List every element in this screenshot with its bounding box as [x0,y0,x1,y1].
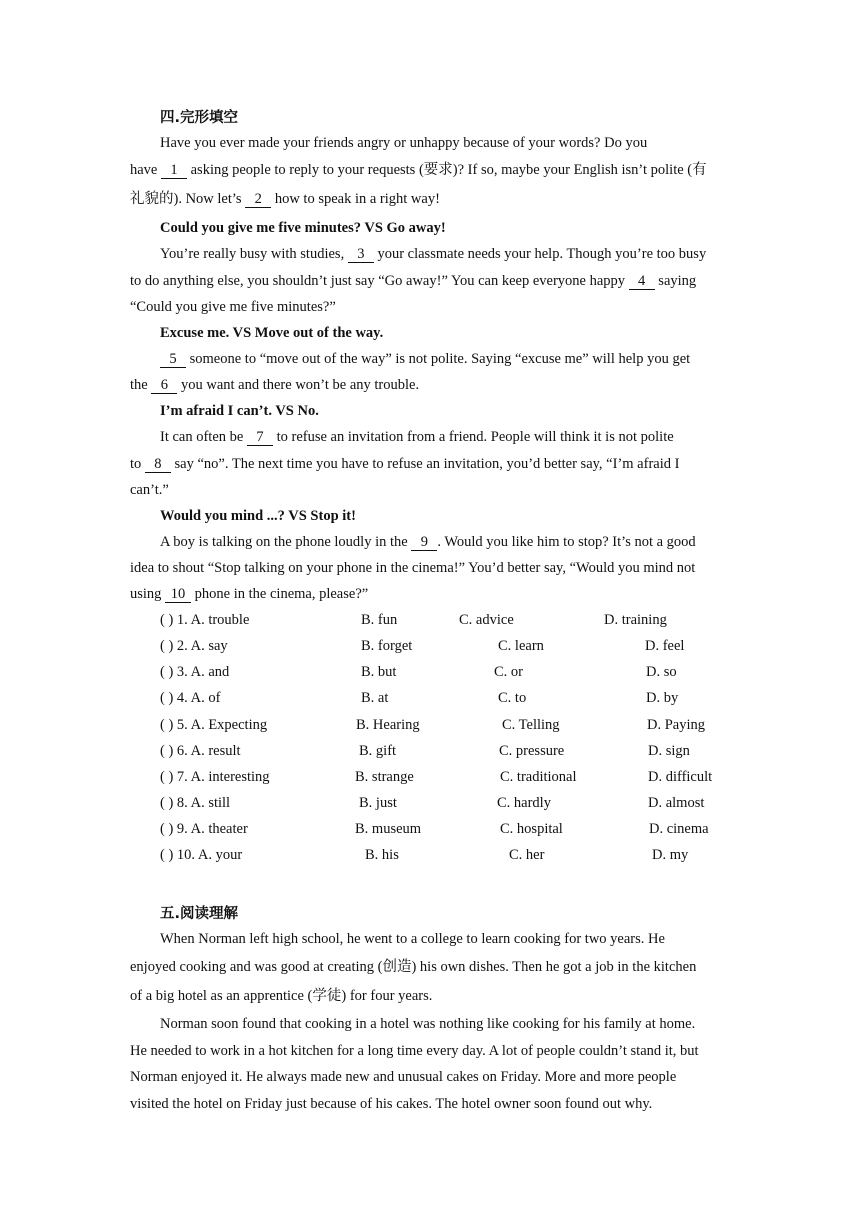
text: to [130,456,145,472]
paragraph-line: “Could you give me five minutes?” [130,299,336,315]
section-heading-reading: 五.阅读理解 [160,906,239,922]
text: have [130,162,161,178]
option-b-8: B. just [359,795,397,811]
option-b-7: B. strange [355,769,414,785]
text: . Would you like him to stop? It’s not a good [437,534,696,550]
option-d-10: D. my [652,847,689,863]
option-b-4: B. at [361,690,389,706]
option-question-4[interactable]: ( ) 4. A. of [160,690,221,706]
blank-7[interactable]: 7 [247,430,273,446]
text: asking people to reply to your requests (要求)? If so, maybe your English isn’t polite (有 [187,162,707,178]
option-c-3: C. or [494,664,523,680]
option-b-5: B. Hearing [356,717,420,733]
section-heading-cloze: 四.完形填空 [160,110,239,126]
option-b-9: B. museum [355,821,422,837]
text: someone to “move out of the way” is not polite. Saying “excuse me” will help you get [186,351,691,367]
blank-2[interactable]: 2 [245,192,271,208]
text: using [130,586,166,602]
text: A boy is talking on the phone loudly in the [160,534,412,550]
subheading: I’m afraid I can’t. VS No. [160,403,319,419]
option-d-3: D. so [646,664,677,680]
option-question-8[interactable]: ( ) 8. A. still [160,795,231,811]
option-d-8: D. almost [648,795,705,811]
paragraph-line [130,161,740,179]
text: It can often be [160,429,247,445]
subheading: Excuse me. VS Move out of the way. [160,325,384,341]
text: the [130,377,152,393]
option-d-5: D. Paying [647,717,705,733]
option-b-10: B. his [365,847,399,863]
text: to do anything else, you shouldn’t just say “Go away!” You can keep everyone happy [130,273,629,289]
text: phone in the cinema, please?” [191,586,369,602]
option-question-5[interactable]: ( ) 5. A. Expecting [160,717,268,733]
paragraph-line: Norman soon found that cooking in a hotel was nothing like cooking for his family at home. [160,1016,696,1032]
paragraph-line [160,428,770,446]
text: how to speak in a right way! [271,191,440,207]
paragraph-line: enjoyed cooking and was good at creating (创造) his own dishes. Then he got a job in the kitchen [130,959,697,975]
paragraph-line [160,350,770,368]
option-question-3[interactable]: ( ) 3. A. and [160,664,230,680]
option-c-4: C. to [498,690,527,706]
paragraph-line: of a big hotel as an apprentice (学徒) for four years. [130,988,433,1004]
blank-8[interactable]: 8 [145,457,171,473]
subheading: Could you give me five minutes? VS Go away! [160,220,446,236]
text: You’re really busy with studies, [160,246,348,262]
paragraph-line [130,272,740,290]
option-question-2[interactable]: ( ) 2. A. say [160,638,228,654]
text: saying [654,273,697,289]
option-b-2: B. forget [361,638,413,654]
option-question-10[interactable]: ( ) 10. A. your [160,847,243,863]
option-d-1: D. training [604,612,667,628]
text: Have you ever made your friends angry or unhappy because of your words? Do you [160,135,648,151]
paragraph-line: When Norman left high school, he went to a college to learn cooking for two years. He [160,931,665,947]
paragraph-line: can’t.” [130,482,169,498]
option-c-10: C. her [509,847,545,863]
option-b-6: B. gift [359,743,397,759]
blank-4[interactable]: 4 [629,274,655,290]
paragraph-line [160,245,770,263]
blank-3[interactable]: 3 [348,247,374,263]
option-question-6[interactable]: ( ) 6. A. result [160,743,241,759]
option-question-7[interactable]: ( ) 7. A. interesting [160,769,270,785]
option-c-9: C. hospital [500,821,563,837]
text: you want and there won’t be any trouble. [177,377,420,393]
blank-6[interactable]: 6 [151,378,177,394]
paragraph-line: Norman enjoyed it. He always made new and unusual cakes on Friday. More and more people [130,1069,677,1085]
option-c-7: C. traditional [500,769,577,785]
option-d-2: D. feel [645,638,685,654]
option-c-2: C. learn [498,638,544,654]
option-c-1: C. advice [459,612,514,628]
option-question-9[interactable]: ( ) 9. A. theater [160,821,248,837]
option-b-3: B. but [361,664,397,680]
paragraph-line [130,585,740,603]
text: 礼貌的). Now let’s [130,191,246,207]
option-d-6: D. sign [648,743,690,759]
blank-1[interactable]: 1 [161,163,187,179]
text: to refuse an invitation from a friend. People will think it is not polite [272,429,674,445]
text: say “no”. The next time you have to refuse an invitation, you’d better say, “I’m afraid I [170,456,680,472]
paragraph-line [130,455,740,473]
paragraph-line [160,134,770,152]
paragraph-line [160,533,770,551]
option-c-8: C. hardly [497,795,551,811]
paragraph-line [130,376,740,394]
option-d-9: D. cinema [649,821,709,837]
text: your classmate needs your help. Though you’re too busy [373,246,707,262]
subheading: Would you mind ...? VS Stop it! [160,508,356,524]
option-c-5: C. Telling [502,717,560,733]
paragraph-line [130,190,740,208]
blank-9[interactable]: 9 [411,535,437,551]
blank-5[interactable]: 5 [160,352,186,368]
paragraph-line: He needed to work in a hot kitchen for a long time every day. A lot of people couldn’t stand it, but [130,1043,699,1059]
option-d-7: D. difficult [648,769,713,785]
option-d-4: D. by [646,690,679,706]
option-question-1[interactable]: ( ) 1. A. trouble [160,612,250,628]
paragraph-line: visited the hotel on Friday just because of his cakes. The hotel owner soon found out why. [130,1096,653,1112]
paragraph-line: idea to shout “Stop talking on your phone in the cinema!” You’d better say, “Would you mind not [130,560,696,576]
option-c-6: C. pressure [499,743,565,759]
option-b-1: B. fun [361,612,398,628]
blank-10[interactable]: 10 [165,587,191,603]
